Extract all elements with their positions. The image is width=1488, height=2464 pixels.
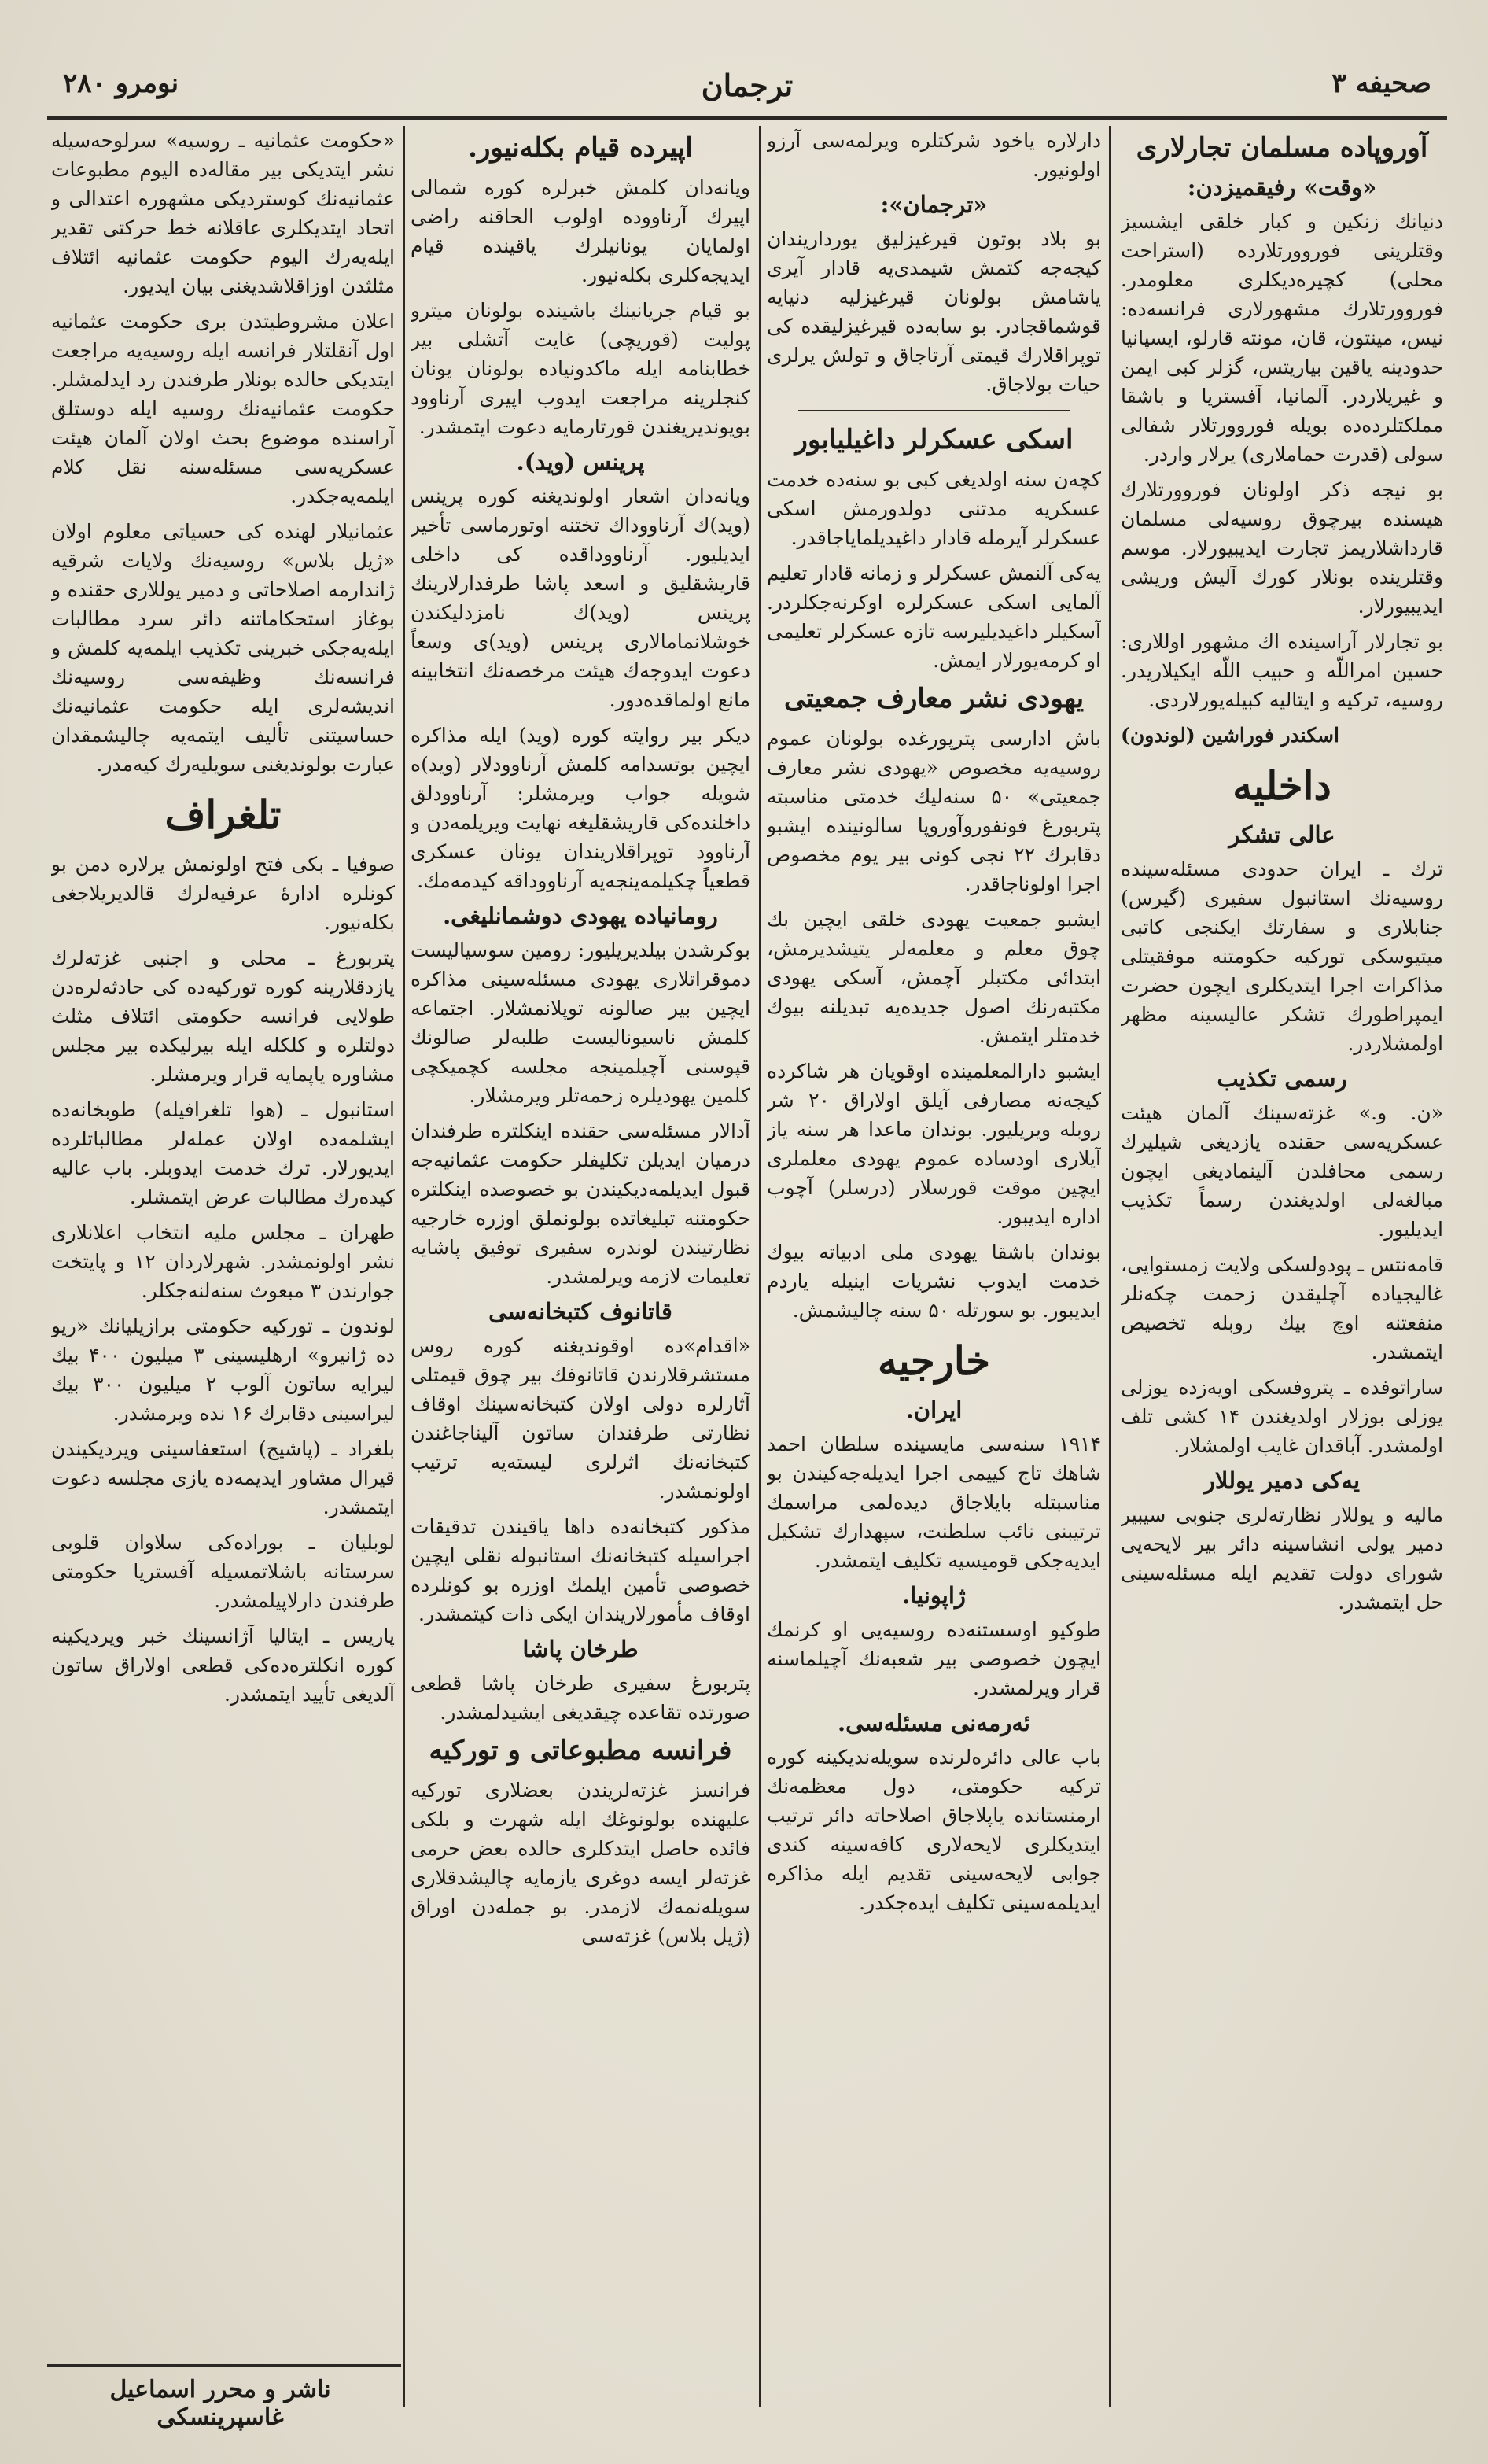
article-title: رومانیاده یهودی دوشمانلیغی.: [443, 902, 718, 929]
section-heading-telegraph: تلغراف: [164, 791, 282, 838]
article-title: اسکی عسکرلر داغیلیابور: [794, 424, 1074, 456]
article-paragraph: مذکور کتبخانه‌ده داها یاقیندن تدقیقات اجراسیله کتبخانه‌نك استانبوله نقلی ایچین خصوصی تأمین ایلمك اوزره بو کونلرده اوقاف مأمورلاریندان ایکی ذات کیتمشدر.: [411, 1515, 750, 1625]
article-divider: [798, 410, 1070, 411]
issue-number-label: نومرو ۲۸۰: [63, 68, 179, 99]
article-paragraph: طوکیو اوسستنه‌ده روسیه‌یی او کرنمك ایچون خصوصی بیر شعبه‌نك آچیلماسنه قرار ویرلمشدر.: [767, 1618, 1101, 1699]
article-paragraph: ویانه‌دان کلمش خبرلره کوره شمالی اپیرك آرناووده اولوب الحاقنه راضی اولمایان یونانیلرك یاقینده قیام ایدیجه‌کلری بکله‌نیور.: [411, 176, 750, 286]
article-paragraph: ایشبو دارالمعلمینده اوقویان هر شاکرده کیجه‌نه مصارفی آیلق اولاراق ۲۰ شر روبله ویریلیور. بوندان ماعدا هر سنه یاز آیلاری اودساده عموم یهودی معلملری ایچین موقت قورسلار (درسلر) آچوب اداره ایدیبور.: [767, 1060, 1101, 1228]
article-title: یه‌کی دمیر یوللار: [1203, 1467, 1361, 1494]
article-paragraph: دیکر بیر روایته کوره (وید) ایله مذاکره ایچین بوتسدامه کلمش آرناوودلار (وید)ه شویله جواب ویرمشلر: آرناوودلق داخلنده‌کی قاریشقلیغه نهایت ویریلمه‌دن و آرناوود توپراقلاریندان یونان عسکری قطعیاً چکیلمه‌ینجه‌یه آرناووداقه کیدمه‌مك.: [411, 724, 750, 892]
telegram-item: لوبلیان ـ بوراده‌کی سلاوان قلوبی سرستانه باشلاتمسیله آفستریا حکومتی طرفندن دارلاپیلمشدر.: [51, 1531, 395, 1612]
article-paragraph: قامه‌نتس ـ پودولسکی ولایت زمستوایی، غالیجیاده آچلیقدن زحمت چکه‌نلر منفعتنه اوچ بیك روبله تخصیص ایتمشدر.: [1121, 1253, 1443, 1363]
article-paragraph: بوندان باشقا یهودی ملی ادبیاته بیوك خدمت ایدوب نشریات اینیله یاردم ایدیبور. بو سورتله ۵۰ سنه چالیشمش.: [767, 1241, 1101, 1322]
article-paragraph: ساراتوفده ـ پتروفسکی اویه‌زده یوزلی یوزلی بوزلار اولدیغندن ۱۴ کشی تلف اولمشدر. آباقدان غایب اولمشلار.: [1121, 1376, 1443, 1457]
article-paragraph: ۱۹۱۴ سنه‌سی مایسینده سلطان احمد شاهك تاج کییمی اجرا ایدیله‌جه‌کیندن بو مناسبتله بایلاجاق دیده‌لمی مراسمك ترتیبنی نائب سلطنت، سپهدارك تشکیل ایدیه‌جکی قومیسیه تکلیف ایتمشدر.: [767, 1433, 1101, 1572]
article-title: طرخان پاشا: [522, 1636, 639, 1662]
publisher-footer: ناشر و محرر اسماعیل غاسپرینسکی: [109, 2376, 331, 2431]
article-paragraph: مالیه و یوللار نظارته‌لری جنوبی سیبیر دمیر یولی انشاسینه دائر بیر لایحه‌یی شورای دولت تقدیم ایله مسئله‌سینی حل ایتمشدر.: [1121, 1503, 1443, 1614]
article-paragraph: بو نیجه ذکر اولونان فوروورتلارك هیسنده بیرچوق روسیه‌لی مسلمان قارداشلاریمز تجارت ایدیبیورلار. موسم وقتلرینده بونلار کورك آلیش وریشی ایدیبیورلار.: [1121, 478, 1443, 618]
article-paragraph: فرانسز غزته‌لریندن بعضلاری تورکیه علیهنده بولونوغك ایله شهرت و بلکی فائده حاصل ایتدکلری حالده بعض حرمی غزته‌لر ایسه دوغری یازمایه چالیشدقلاری سویله‌نمه‌ك لازمدر. بو جمله‌دن اوراق (ژیل بلاس) غزته‌سی: [411, 1779, 750, 1947]
masthead-title: ترجمان: [701, 68, 794, 103]
article-title: ئه‌رمه‌نی مسئله‌سی.: [838, 1710, 1030, 1736]
article-paragraph: بو تجارلار آراسینده اك مشهور اوللاری: حسین امراللّه و حبیب اللّه ایکیلاریدر. روسیه، ترکیه و ایتالیه کبیله‌یورلاردی.: [1121, 630, 1443, 711]
article-paragraph: بوکرشدن بیلدیریلیور: رومین سوسیالیست دموقراتلاری یهودی مسئله‌سینی مذاکره ایچین بیر صالونه توپلانمشلار. اجتماعه کلمش ناسیونالیست طلبه‌لر صالونك قپوسنی آچیلمینجه مجلسه کچمیکچی کلمین یهودیلره زحمه‌تلر ویرمشلار.: [411, 939, 750, 1107]
article-title: عالی تشکر: [1228, 821, 1335, 848]
article-paragraph: یه‌کی آلنمش عسکرلر و زمانه قادار تعلیم آلمایی اسکی عسکرلره اوکرنه‌جکلردر. آسکیلر داغیدیلیرسه تازه عسکرلر تعلیمی او کرمه‌یورلار ایمش.: [767, 562, 1101, 672]
article-paragraph: عثمانیلار لهنده کی حسیاتی معلوم اولان «ژیل بلاس» روسیه‌نك ولایات شرقیه ژاندارمه اصلاحاتی و دمیر یوللاری حقنده و بوغاز استحکاماتنه دائر سرد مطالبات ایله‌یه‌جکی خبرینی تکذیب ایلمه‌یه کلمش و فرانسه‌نك وظیفه‌سی روسیه‌نك اندیشه‌لری ایله حکومت عثمانیه‌نك حساسیتنی تألیف ایتمه‌یه چالیشمقدان عبارت بولوندیغنی سویلیه‌رك کیه‌مدر.: [51, 520, 395, 776]
article-title: آوروپاده مسلمان تجارلاری: [1136, 132, 1428, 164]
article-paragraph: «ن. و.» غزته‌سینك آلمان هیئت عسکریه‌سی حقنده یازدیغی شیلیرك رسمی محافلدن آلینمادیغی ایچون مبالغه‌لی اولدیغندن رسماً تکذیب ایدیلیور.: [1121, 1101, 1443, 1241]
column-1: [1121, 126, 1443, 2407]
article-paragraph: بو قیام جریانینك باشینده بولونان میترو پولیت (قوریچی) غایت آتشلی بیر خطابنامه ایله ماکدونیاده بولونان یونان کنجلرینه مراجعت ایدوب اپیری آرناوود بویوندیریغندن قورتارمایه دعوت ایتمشدر.: [411, 299, 750, 438]
article-paragraph: ترك ـ ایران حدودی مسئله‌سینده روسیه‌نك استانبول سفیری (گیرس) جنابلاری و سفارتك ایکنجی کاتبی میتیوسکی تورکیه حکومتنه موفقیتلی مذاکرات اجرا ایتدیکلری ایچون حضرت ایمپراطورك تشکر عالیسینه مظهر اولمشلاردر.: [1121, 858, 1443, 1055]
section-heading-domestic: داخلیه: [1232, 762, 1331, 809]
article-title: قاتانوف کتبخانه‌سی: [488, 1298, 672, 1325]
article-source: «ترجمان»:: [880, 191, 988, 218]
article-paragraph: «اقدام»ده اوقوندیغنه کوره روس مستشرقلارندن قاتانوفك بیر چوق قیمتلی آثارلره دولی اولان کتبخانه‌سینك اوقاف نظارتی طرفندان ساتون آلیناجاغندن کتبخانه‌نك اثرلری لیسته‌یه ترتیب اولونمشدر.: [411, 1334, 750, 1503]
article-subtitle: «وقت» رفیقمیزدن:: [1187, 174, 1377, 201]
column-2: [767, 126, 1101, 2407]
article-paragraph: بو بلاد بوتون قیرغیزلیق یورداریندان کیجه‌جه کتمش شیمدی‌یه قادار آیری یاشامش بولونان قیرغیزلیه دنیایه قوشماقجادر. بو سابه‌ده قیرغیزلیقده کی توپراقلارك قیمتی آرتاجاق و تولش یرلری حیات بولاجاق.: [767, 227, 1101, 396]
telegram-item: صوفیا ـ بکی فتح اولونمش یرلاره دمن بو کونلره ادارهٔ عرفیه‌لرك قالدیریلاجغی بکله‌نیور.: [51, 853, 395, 934]
article-title: پرینس (وید).: [516, 448, 645, 475]
article-paragraph: ویانه‌دان اشعار اولوندیغنه کوره پرینس (وید)ك آرناووداك تختنه اوتورماسی تأخیر ایدیلیور. آرناووداقده کی داخلی قاریشقلیق و اسعد پاشا طرفدارلارینك پرینس (وید)ك نامزدلیکندن خوشلانمامالاری پرینس (وید)ی وسعاً دعوت ایدوجه‌ك هیئت مرخصه‌نك انتخابینه مانع اولماقده‌دور.: [411, 485, 750, 711]
article-byline: اسکندر فوراشین (لوندون): [1121, 724, 1339, 747]
article-title: فرانسه مطبوعاتی و تورکیه: [429, 1735, 732, 1766]
page-number-label: صحیفه ۳: [1331, 68, 1431, 99]
telegram-item: طهران ـ مجلس ملیه انتخاب اعلانلاری نشر اولونمشدر. شهرلاردان ۱۲ و پایتخت جوارندن ۳ مبعوث سنه‌لنه‌جکلر.: [51, 1221, 395, 1302]
header-rule: [47, 116, 1447, 120]
telegram-item: لوندون ـ تورکیه حکومتی برازیلیانك «ریو ده ژانیرو» ارهلیسینی ۳ میلیون ۴۰۰ بیك لیرایه ساتون آلوب ۲ میلیون ۳۰۰ بیك لیراسینی دقابرك ۱۶ نده ویرمشدر.: [51, 1315, 395, 1425]
article-paragraph: پتربورغ سفیری طرخان پاشا قطعی صورتده تقاعده چیقدیغی ایشیدلمشدر.: [411, 1672, 750, 1724]
article-paragraph: باش ادارسی پترپورغده بولونان عموم روسیه‌یه مخصوص «یهودی نشر معارف جمعیتی» ۵۰ سنه‌لیك خدمتی مناسبته پتربورغ فونفوروآوروپا سالونینده ایشبو دقابرك ۲۲ نجی کونی بیر یوم مخصوص اجرا اولوناجاقدر.: [767, 727, 1101, 895]
column-3: [411, 126, 750, 2407]
column-rule-3: [403, 126, 405, 2407]
page-header: [47, 55, 1447, 118]
article-title: اپیرده قیام بکله‌نیور.: [468, 132, 693, 164]
column-rule-2: [759, 126, 761, 2407]
article-title: رسمی تکذیب: [1217, 1065, 1347, 1092]
telegram-item: پاریس ـ ایتالیا آژانسینك خبر ویردیکینه کوره انکلتره‌ده‌کی قطعی اولاراق ساتون آلدیغی تأیید ایتمشدر.: [51, 1625, 395, 1706]
footer-rule: [47, 2364, 401, 2367]
article-paragraph: ایشبو جمعیت یهودی خلقی ایچین بك چوق معلم و معلمه‌لر یتیشدیرمش، ابتدائی مکتبلر آچمش، آسکی یهودی مکتبه‌رنك اصول جدیده‌یه تبدیلنه بیوك خدمتلر ایتمش.: [767, 908, 1101, 1047]
article-paragraph: باب عالی دائره‌لرنده سویله‌ندیکینه کوره ترکیه حکومتی، دول معظمه‌نك ارمنستانده یاپلاجاق اصلاحاته دائر ترتیب ایتدیکلری لایحه‌لاری کافه‌سینه کندی جوابی لایحه‌سینی تقدیم ایله مذاکره ایدیلمه‌سینی تکلیف ایده‌جکدر.: [767, 1746, 1101, 1914]
article-title: ژاپونیا.: [902, 1582, 966, 1609]
column-4: [51, 126, 395, 2352]
section-heading-foreign: خارجیه: [877, 1337, 991, 1384]
telegram-item: بلغراد ـ (پاشیج) استعفاسینی ویردیکیندن قیرال مشاور ایدیمه‌ده یازی مجلسه دعوت ایتمشدر.: [51, 1437, 395, 1518]
article-paragraph: کچه‌ن سنه اولدیغی کبی بو سنه‌ده خدمت عسکریه مدتنی دولدورمش اسکی عسکرلر آیرمله قادار داغیدیلمایاجاقدر.: [767, 468, 1101, 549]
telegram-item: استانبول ـ (هوا تلغرافیله) طوبخانه‌ده ایشلمه‌ده اولان عمله‌لر مطالباتلرده ایدیورلار. ترك خدمت ایدوبلر. باب عالیه کیده‌رك مطالبات عرض ایتمشلر.: [51, 1098, 395, 1208]
article-paragraph: دنیانك زنکین و کبار خلقی ایشسیز وقتلرینی فوروورتلارده (استراحت محلی) کچیره‌دیکلری معلومدر. فوروورتلارك مشهورلاری فرانسه‌ده: نیس، مینتون، قان، مونته قارلو، ایسپانیا حدودینه یاقین بیاریتس، گزلر کبی ایمن و غیریلاردر. آلمانیا، آفستریا و باشقا مملکتلرده‌ده بویله فوروورتلار شفالی سولی (قدرت حماملاری) یرلار واردر.: [1121, 210, 1443, 466]
article-paragraph: اعلان مشروطیتدن بری حکومت عثمانیه اول آنقلتلار فرانسه ایله روسیه‌یه مراجعت ایتدیکی حالده بونلار طرفندن رد ایدلمشلر. حکومت عثمانیه‌نك روسیه ایله دوستلق آراسنده موضوع بحث اولان آلمان هیئت عسکریه‌سی مسئله‌سنه نقل کلام ایلمه‌یه‌جکدر.: [51, 310, 395, 507]
telegram-item: پتربورغ ـ محلی و اجنبی غزته‌لرك یازدقلارینه کوره تورکیه‌ده کی حادثه‌لره‌دن طولایی فرانسه حکومتی ائتلاف مثلث دولتلره و کلکله ایله بیرلیکده بیر مجلس مشاوره یاپمایه قرار ویرمشلر.: [51, 946, 395, 1086]
article-title: ایران.: [905, 1396, 963, 1423]
article-paragraph: «حکومت عثمانیه ـ روسیه» سرلوحه‌سیله نشر ایتدیکی بیر مقاله‌ده الیوم مطبوعات عثمانیه‌نك کوستردیکی مشهوره اعتدالی و اتحاد ایتدیکلری عاقلانه خط حرکتی تقدیر ایله‌یه‌رك الیوم حکومت عثمانیه ائتلاف مثلثدن اوزاقلاشدیغنی بیان ایدیور.: [51, 129, 395, 297]
article-title: یهودی نشر معارف جمعیتی: [783, 683, 1085, 714]
article-paragraph: دارلاره یاخود شرکتلره ویرلمه‌سی آرزو اولونیور.: [767, 129, 1101, 181]
column-rule-1: [1109, 126, 1111, 2407]
article-paragraph: آدالار مسئله‌سی حقنده اینکلتره طرفندان درمیان ایدیلن تکلیفلر حکومت عثمانیه‌جه قبول ایدیلمه‌دیکیندن بو خصوصده اینکلتره حکومتنه تبلیغاتده بولونملق اوزره خارجیه نظارتیندن لوندره سفیری توفیق پاشایه تعلیمات لازمه ویرلمشدر.: [411, 1119, 750, 1288]
